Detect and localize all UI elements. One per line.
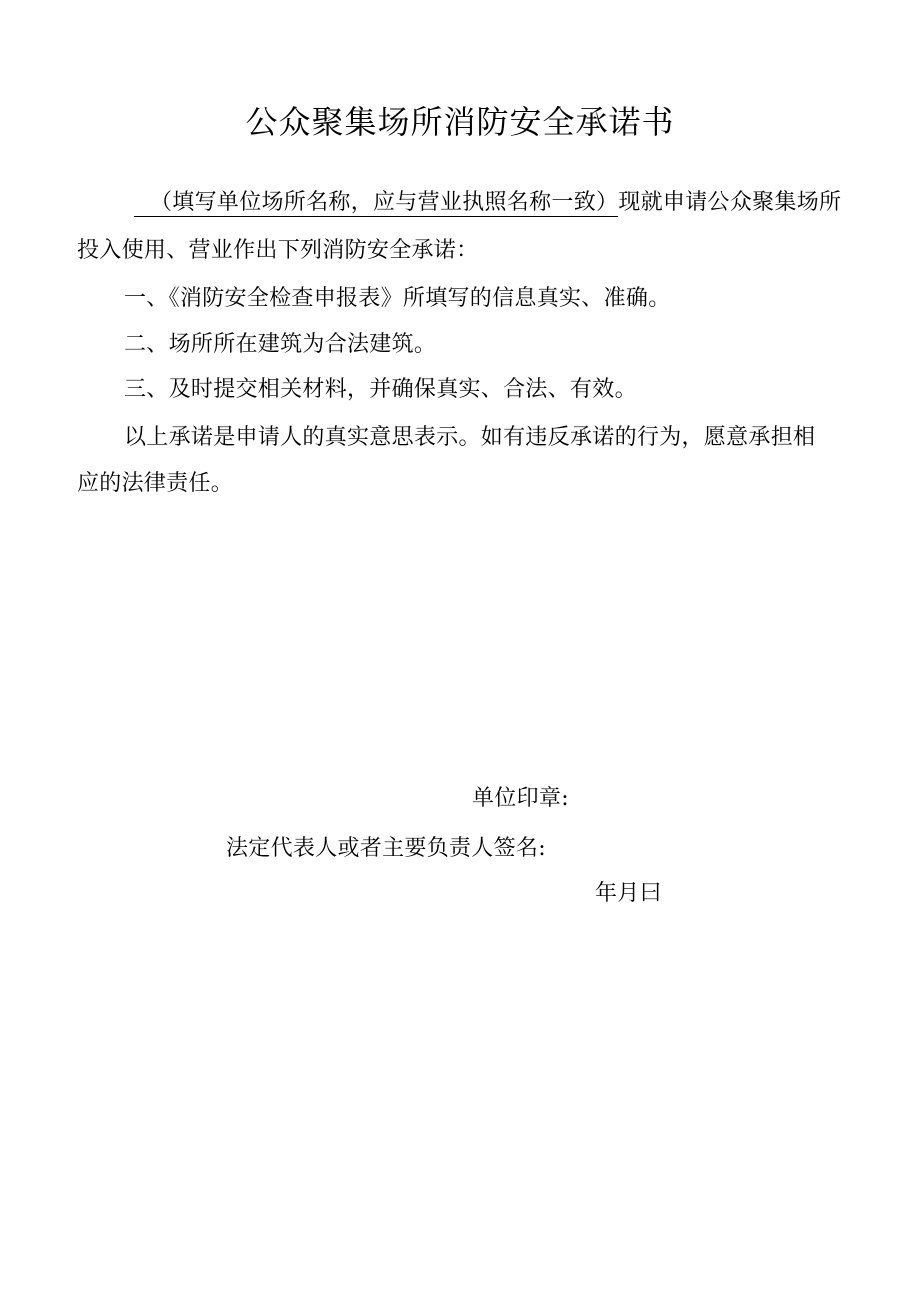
commitment-item-1: 一、《消防安全检查申报表》所填写的信息真实、准确。 xyxy=(124,286,671,311)
seal-label: 单位印章: xyxy=(472,786,569,811)
commitment-item-3: 三、及时提交相关材料，并确保真实、合法、有效。 xyxy=(124,377,637,402)
date-label: 年月曰 xyxy=(595,881,662,906)
signer-label: 法定代表人或者主要负责人签名: xyxy=(226,836,546,861)
document-title: 公众聚集场所消防安全承诺书 xyxy=(245,103,675,141)
closing-line-1: 以上承诺是申请人的真实意思表示。如有违反承诺的行为，愿意承担相 xyxy=(124,425,816,450)
commitment-item-2: 二、场所所在建筑为合法建筑。 xyxy=(124,332,437,357)
unit-name-fill-blank[interactable]: （填写单位场所名称，应与营业执照名称一致） xyxy=(134,190,618,217)
intro-line-1 xyxy=(134,188,841,218)
closing-line-2: 应的法律责任。 xyxy=(77,471,234,496)
intro-line-1-text: 现就申请公众聚集场所 xyxy=(618,190,842,215)
intro-line-2: 投入使用、营业作出下列消防安全承诺： xyxy=(77,238,479,263)
